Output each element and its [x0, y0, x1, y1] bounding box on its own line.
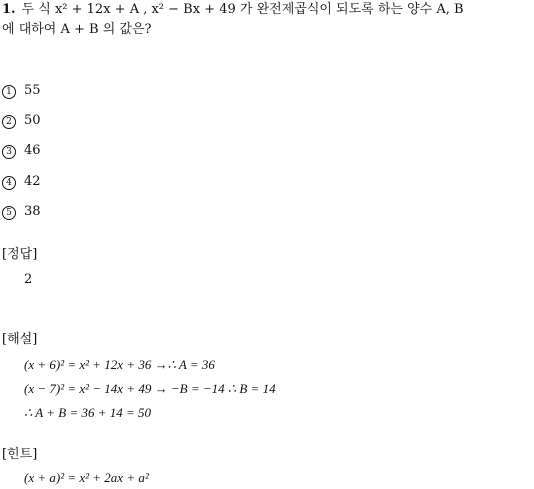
explanation-line-1: (x + 6)² = x² + 12x + 36 →∴ A = 36 [24, 357, 215, 372]
question-line-2 [2, 22, 152, 38]
option-3-marker: 3 [2, 145, 16, 159]
explanation-line-3: ∴ A + B = 36 + 14 = 50 [24, 405, 152, 420]
question-text-line-2: 에 대하여 A + B 의 값은? [2, 22, 152, 37]
hint-label: [힌트] [2, 447, 38, 462]
option-2-value: 50 [24, 113, 41, 128]
question-number: 1. [2, 2, 16, 17]
option-1[interactable] [2, 83, 41, 99]
answer-label: [정답] [2, 247, 38, 262]
option-3[interactable] [2, 143, 41, 159]
option-1-marker: 1 [2, 85, 16, 99]
option-3-value: 46 [24, 143, 41, 158]
option-5-value: 38 [24, 204, 41, 219]
question-line-1 [2, 2, 464, 18]
option-5[interactable] [2, 204, 41, 220]
option-2[interactable] [2, 113, 41, 129]
explanation-line-2: (x − 7)² = x² − 14x + 49 → −B = −14 ∴ B = 14 [24, 381, 276, 396]
option-4-marker: 4 [2, 176, 16, 190]
option-2-marker: 2 [2, 115, 16, 129]
explanation-label: [해설] [2, 332, 38, 347]
option-5-marker: 5 [2, 206, 16, 220]
answer-value: 2 [24, 272, 33, 287]
hint-line: (x + a)² = x² + 2ax + a² [24, 470, 149, 485]
question-text-line-1: 두 식 x² + 12x + A , x² − Bx + 49 가 완전제곱식이 되도록 하는 양수 A, B [21, 2, 464, 17]
option-4-value: 42 [24, 174, 41, 189]
option-1-value: 55 [24, 83, 41, 98]
option-4[interactable] [2, 174, 41, 190]
